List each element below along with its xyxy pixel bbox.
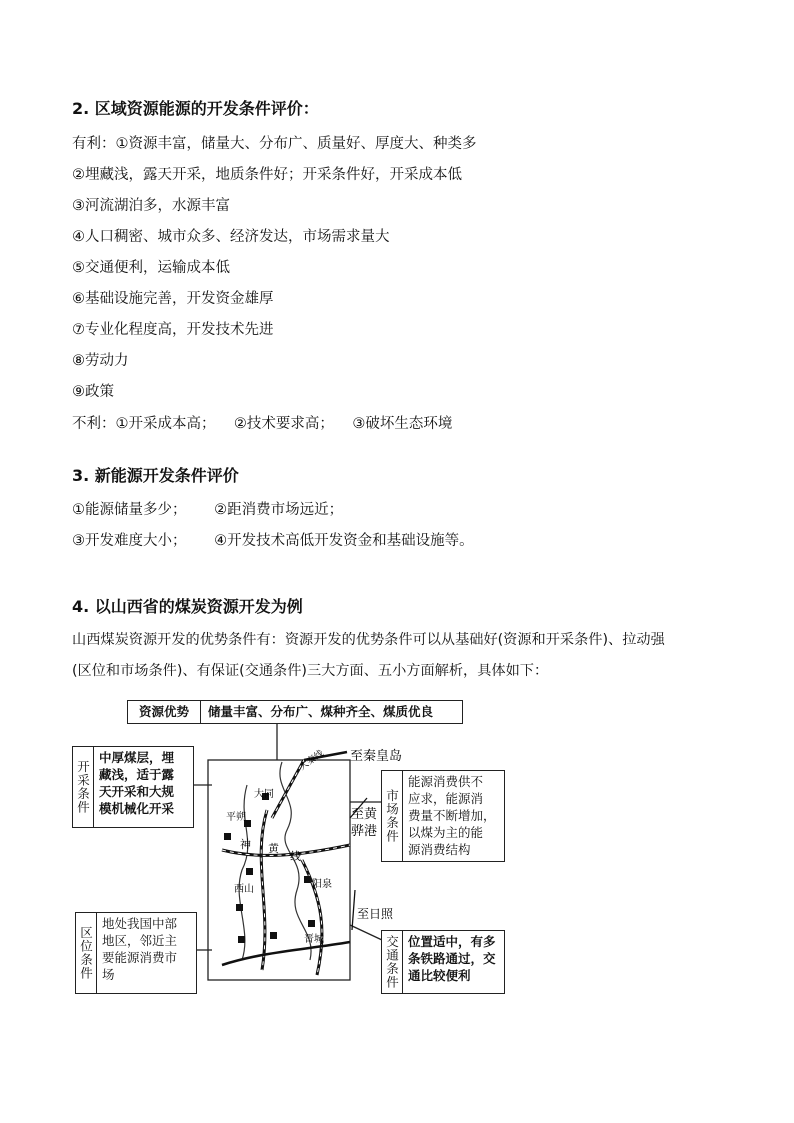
resource-advantage-text: 储量丰富、分布广、煤种齐全、煤质优良 [208,704,434,719]
label-pingshuo: 平朔 [226,812,246,823]
label-huang: 黄 [268,842,279,855]
label-xian: 线 [290,850,301,863]
section-3-line: ③开发难度大小； ④开发技术高低开发资金和基础设施等。 [72,533,474,549]
location-conditions-text: 地处我国中部 地区，邻近主 要能源消费市 场 [102,916,178,982]
coal-base-marker [236,904,243,911]
label-xishan: 西山 [234,884,254,895]
label-qinhuangdao: 至秦皇岛 [350,749,403,764]
coal-base-marker [270,932,277,939]
transport-conditions-text: 位置适中，有多 条铁路通过，交 通比较便利 [408,934,496,983]
market-conditions-text: 能源消费供不 应求，能源消 费量不断增加， 以煤为主的能 源消费结构 [408,774,496,857]
section-4-line: (区位和市场条件)、有保证(交通条件)三大方面、五小方面解析，具体如下： [72,663,549,679]
section-2-line: ⑥基础设施完善，开发资金雄厚 [72,291,274,307]
label-huanghua-1: 至黄 [351,807,378,822]
section-2-line: 不利：①开采成本高； ②技术要求高； ③破坏生态环境 [72,416,453,432]
mining-conditions-label: 开采条件 [73,747,94,827]
section-2-line: ④人口稠密、城市众多、经济发达，市场需求量大 [72,229,390,245]
section-4-line: 山西煤炭资源开发的优势条件有：资源开发的优势条件可以从基础好(资源和开采条件)、拉动强 [72,632,665,648]
mining-conditions-text: 中厚煤层，埋 藏浅，适于露 天开采和大规 模机械化开采 [99,750,175,816]
shanxi-coal-figure [72,690,512,1000]
coal-base-marker [238,936,245,943]
resource-advantage-box [127,700,463,724]
label-yangquan: 阳泉 [312,879,332,890]
label-huanghua-2: 骅港 [351,824,378,839]
section-2-line: ⑤交通便利，运输成本低 [72,260,230,276]
map-frame [208,760,350,980]
resource-advantage-label: 资源优势 [128,701,201,723]
section-2-line: ⑦专业化程度高，开发技术先进 [72,322,274,338]
section-4-heading: 4. 以山西省的煤炭资源开发为例 [72,597,303,616]
coal-base-marker [308,920,315,927]
transport-conditions-box [381,930,505,994]
location-conditions-label: 区位条件 [76,913,97,993]
label-shen: 神 [240,838,251,851]
section-2-line: ⑧劳动力 [72,353,129,369]
label-rizhao: 至日照 [357,907,394,921]
section-2-line: ③河流湖泊多，水源丰富 [72,198,230,214]
section-2-line: ②埋藏浅，露天开采，地质条件好；开采条件好，开采成本低 [72,167,462,183]
jiaoyanri-pointer [352,890,355,930]
coal-base-marker [224,833,231,840]
market-conditions-box [381,770,505,862]
section-2-line: 有利：①资源丰富，储量大、分布广、质量好、厚度大、种类多 [72,136,477,152]
coal-base-marker [304,876,311,883]
location-conditions-box [75,912,197,994]
label-jincheng: 晋城 [304,934,324,945]
market-conditions-label: 市场条件 [382,771,403,861]
section-2-line: ⑨政策 [72,384,114,400]
label-datong: 大同 [254,789,274,800]
transport-conditions-label: 交通条件 [382,931,403,993]
mining-conditions-box [72,746,194,828]
coal-base-marker [246,868,253,875]
label-daqin: 大秦线 [297,748,326,773]
section-2-heading: 2. 区域资源能源的开发条件评价： [72,99,319,118]
section-3-line: ①能源储量多少； ②距消费市场远近； [72,502,344,518]
railway-jiaoyanri [222,942,350,965]
section-3-heading: 3. 新能源开发条件评价 [72,466,239,485]
connector-line [350,925,382,940]
